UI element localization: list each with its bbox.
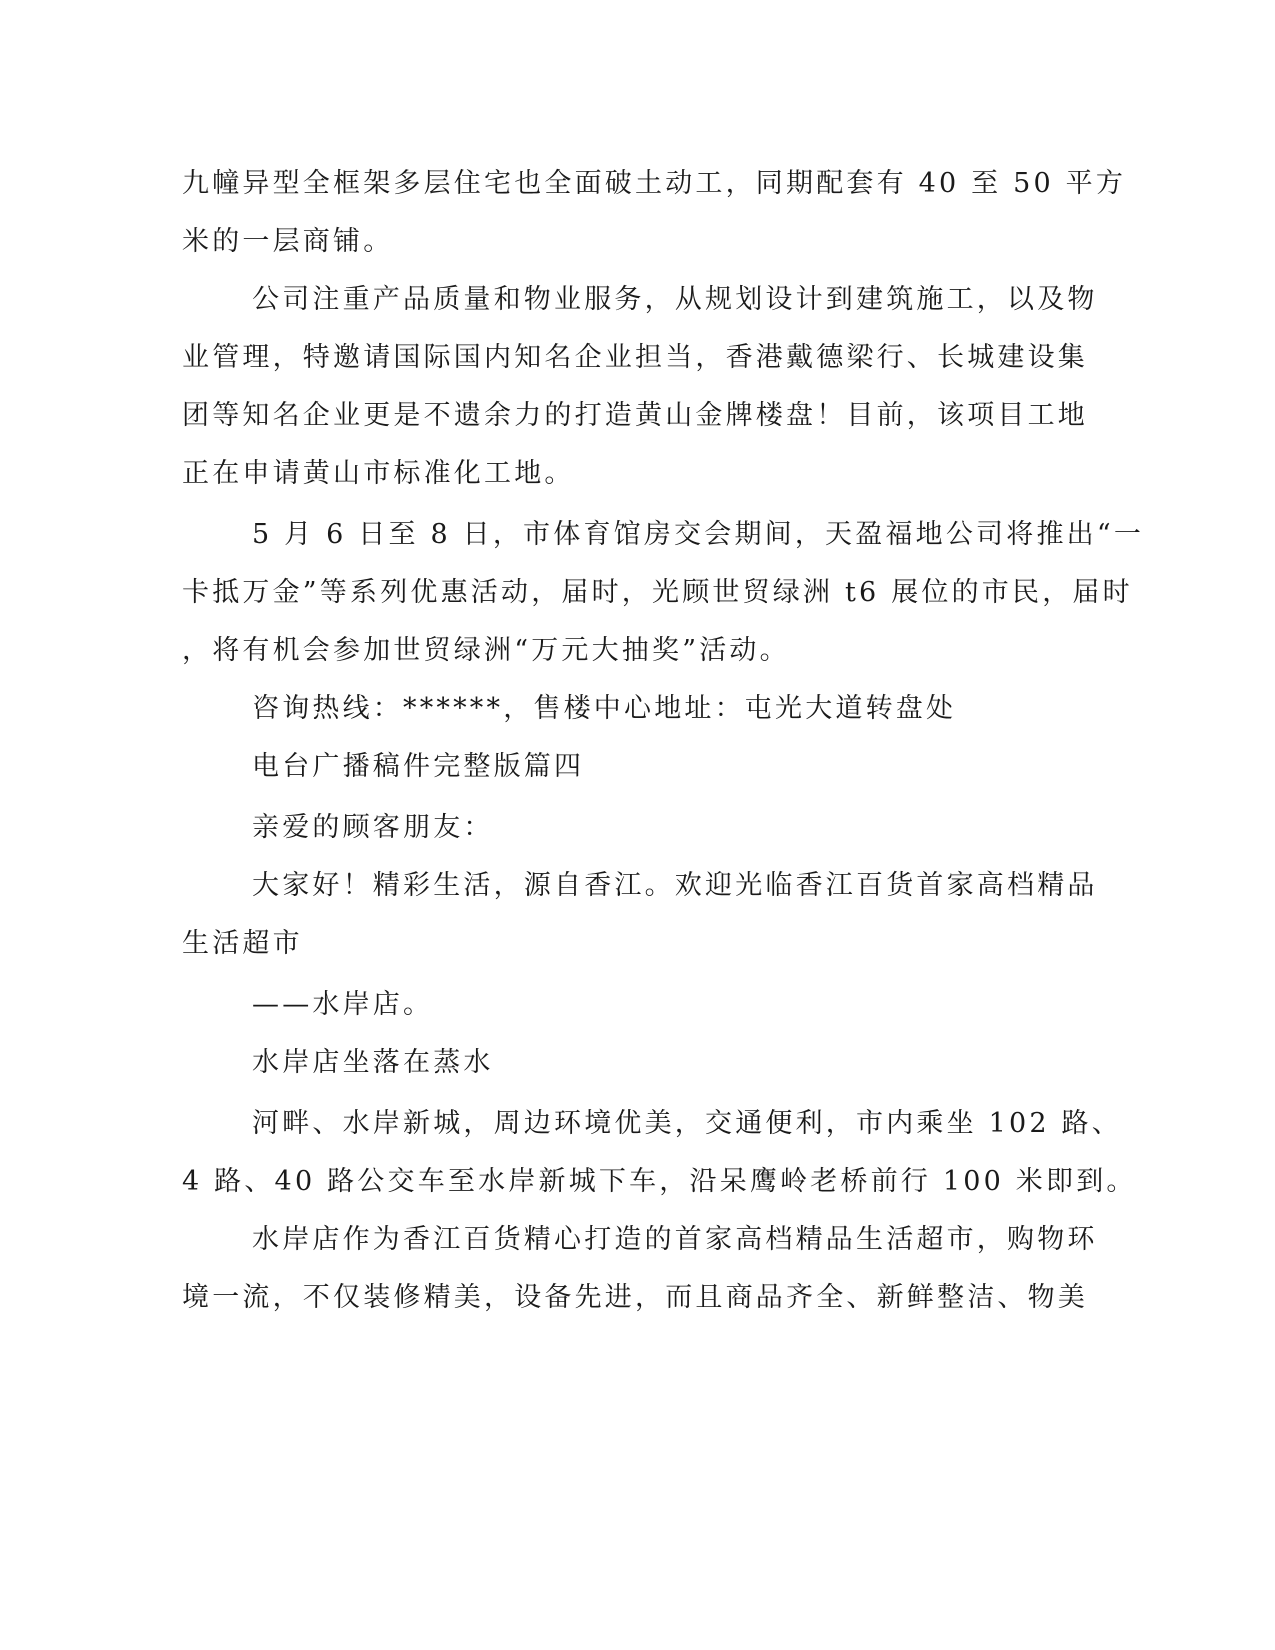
- text-line: ，将有机会参加世贸绿洲“万元大抽奖”活动。: [182, 635, 790, 666]
- text-line: 公司注重产品质量和物业服务，从规划设计到建筑施工，以及物: [252, 284, 1098, 315]
- text-line: 水岸店坐落在蒸水: [252, 1047, 494, 1078]
- text-line: 业管理，特邀请国际国内知名企业担当，香港戴德梁行、长城建设集: [182, 342, 1088, 373]
- text-line: 卡抵万金”等系列优惠活动，届时，光顾世贸绿洲 t6 展位的市民，届时: [182, 577, 1133, 608]
- text-line: 米的一层商铺。: [182, 226, 394, 257]
- text-line: 亲爱的顾客朋友：: [252, 812, 494, 843]
- text-line: 九幢异型全框架多层住宅也全面破土动工，同期配套有 40 至 50 平方: [182, 168, 1127, 199]
- section-heading: 电台广播稿件完整版篇四: [252, 751, 585, 782]
- text-line: 境一流，不仅装修精美，设备先进，而且商品齐全、新鲜整洁、物美: [182, 1282, 1088, 1313]
- text-line: 河畔、水岸新城，周边环境优美，交通便利，市内乘坐 102 路、: [252, 1108, 1122, 1139]
- text-line: 4 路、40 路公交车至水岸新城下车，沿呆鹰岭老桥前行 100 米即到。: [182, 1166, 1137, 1197]
- text-line: 咨询热线：******，售楼中心地址：屯光大道转盘处: [252, 693, 957, 724]
- text-line: 正在申请黄山市标准化工地。: [182, 458, 575, 489]
- text-line: 团等知名企业更是不遗余力的打造黄山金牌楼盘！目前，该项目工地: [182, 400, 1088, 431]
- text-line: 水岸店作为香江百货精心打造的首家高档精品生活超市，购物环: [252, 1224, 1098, 1255]
- text-line: 大家好！精彩生活，源自香江。欢迎光临香江百货首家高档精品: [252, 870, 1098, 901]
- text-line: 生活超市: [182, 928, 303, 959]
- text-line: 5 月 6 日至 8 日，市体育馆房交会期间，天盈福地公司将推出“一: [252, 519, 1145, 550]
- text-line: ——水岸店。: [252, 989, 434, 1020]
